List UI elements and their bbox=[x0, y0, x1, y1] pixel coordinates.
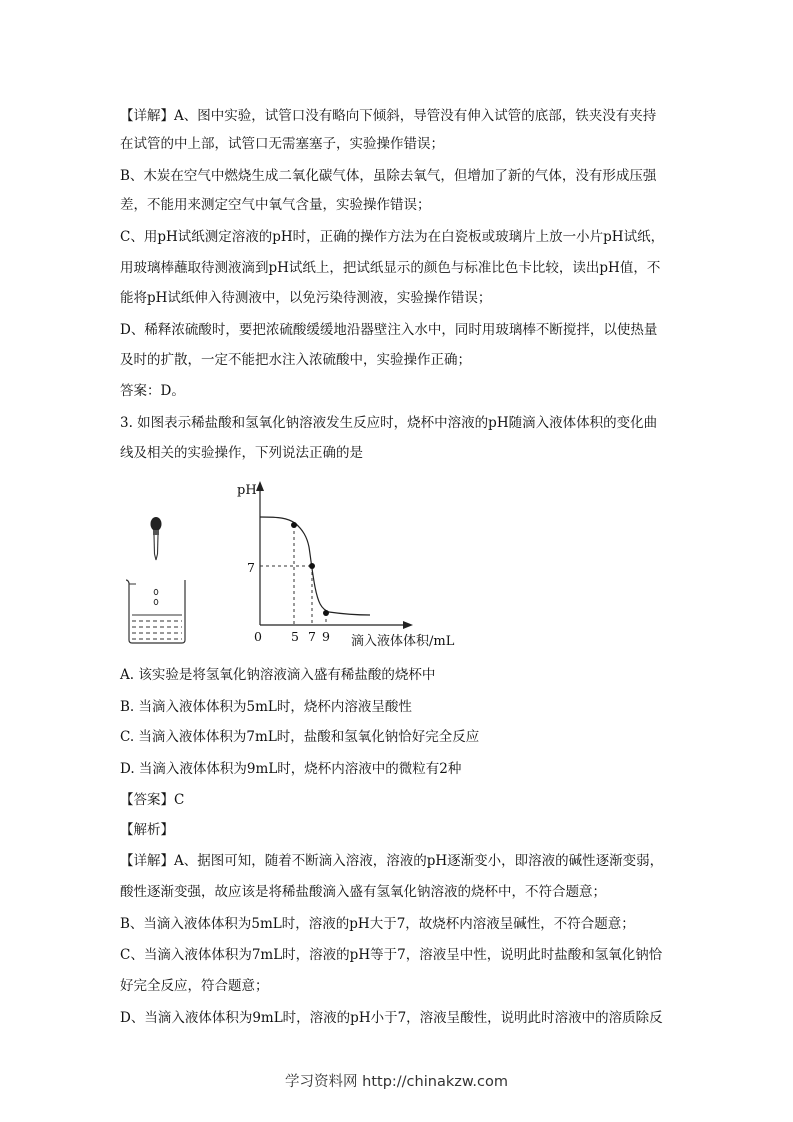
origin-label: 0 bbox=[254, 629, 262, 644]
analysis-line: 酸性逐渐变强，故应该是将稀盐酸滴入盛有氢氧化钠溶液的烧杯中，不符合题意； bbox=[120, 884, 606, 900]
text-line: 在试管的中上部，试管口无需塞塞子，实验操作错误； bbox=[120, 136, 444, 152]
question-3-stem: 线及相关的实验操作，下列说法正确的是 bbox=[120, 445, 363, 461]
x-tick-label-5: 5 bbox=[291, 629, 299, 644]
ph-curve-figure bbox=[225, 475, 485, 650]
text-line: C、用pH试纸测定溶液的pH时，正确的操作方法为在白瓷板或玻璃片上放一小片pH试纸， bbox=[120, 229, 665, 245]
point-x7 bbox=[309, 563, 315, 569]
option-d: D. 当滴入液体体积为9mL时，烧杯内溶液中的微粒有2种 bbox=[120, 761, 462, 777]
option-c: C. 当滴入液体体积为7mL时，盐酸和氢氧化钠恰好完全反应 bbox=[120, 729, 480, 745]
point-x9 bbox=[323, 610, 329, 616]
text-line: 【详解】A、图中实验，试管口没有略向下倾斜，导管没有伸入试管的底部，铁夹没有夹持 bbox=[120, 108, 657, 124]
x-axis-label: 滴入液体体积/mL bbox=[351, 634, 455, 649]
analysis-line: C、当滴入液体体积为7mL时，溶液的pH等于7，溶液呈中性，说明此时盐酸和氢氧化钠恰 bbox=[120, 947, 663, 963]
text-line: B、木炭在空气中燃烧生成二氧化碳气体，虽除去氧气，但增加了新的气体，没有形成压强 bbox=[120, 168, 657, 184]
y-axis-label: pH bbox=[237, 483, 257, 498]
beaker-dropper-illustration bbox=[120, 512, 200, 647]
text-line: D、稀释浓硫酸时，要把浓硫酸缓缓地沿器壁注入水中，同时用玻璃棒不断搅拌，以使热量 bbox=[120, 322, 658, 338]
analysis-line: 【详解】A、据图可知，随着不断滴入溶液，溶液的pH逐渐变小，即溶液的碱性逐渐变弱， bbox=[120, 853, 664, 869]
question-3-stem: 3. 如图表示稀盐酸和氢氧化钠溶液发生反应时，烧杯中溶液的pH随滴入液体体积的变化曲 bbox=[120, 415, 658, 431]
analysis-line: D、当滴入液体体积为9mL时，溶液的pH小于7，溶液呈酸性，说明此时溶液中的溶质除反 bbox=[120, 1010, 663, 1026]
option-a: A. 该实验是将氢氧化钠溶液滴入盛有稀盐酸的烧杯中 bbox=[120, 667, 436, 683]
text-line: 及时的扩散，一定不能把水注入浓硫酸中，实验操作正确； bbox=[120, 352, 471, 368]
x-tick-label-9: 9 bbox=[322, 629, 330, 644]
text-line: 答案：D。 bbox=[120, 383, 185, 399]
page-footer: 学习资料网 http://chinakzw.com bbox=[285, 1074, 508, 1090]
point-x5 bbox=[291, 522, 297, 528]
x-tick-label-7: 7 bbox=[308, 629, 316, 644]
option-b: B. 当滴入液体体积为5mL时，烧杯内溶液呈酸性 bbox=[120, 699, 412, 715]
analysis-title: 【解析】 bbox=[120, 822, 174, 838]
y-axis-arrow bbox=[256, 481, 264, 491]
y-tick-label-7: 7 bbox=[247, 560, 255, 575]
text-line: 用玻璃棒蘸取待测液滴到pH试纸上，把试纸显示的颜色与标准比色卡比较，读出pH值，不 bbox=[120, 260, 661, 276]
analysis-line: B、当滴入液体体积为5mL时，溶液的pH大于7，故烧杯内溶液呈碱性，不符合题意； bbox=[120, 916, 635, 932]
analysis-line: 好完全反应，符合题意； bbox=[120, 978, 269, 994]
answer-line: 【答案】C bbox=[120, 792, 185, 808]
text-line: 能将pH试纸伸入待测液中，以免污染待测液，实验操作错误； bbox=[120, 290, 492, 306]
text-line: 差，不能用来测定空气中氧气含量，实验操作错误； bbox=[120, 197, 431, 213]
x-axis-arrow bbox=[403, 621, 413, 629]
